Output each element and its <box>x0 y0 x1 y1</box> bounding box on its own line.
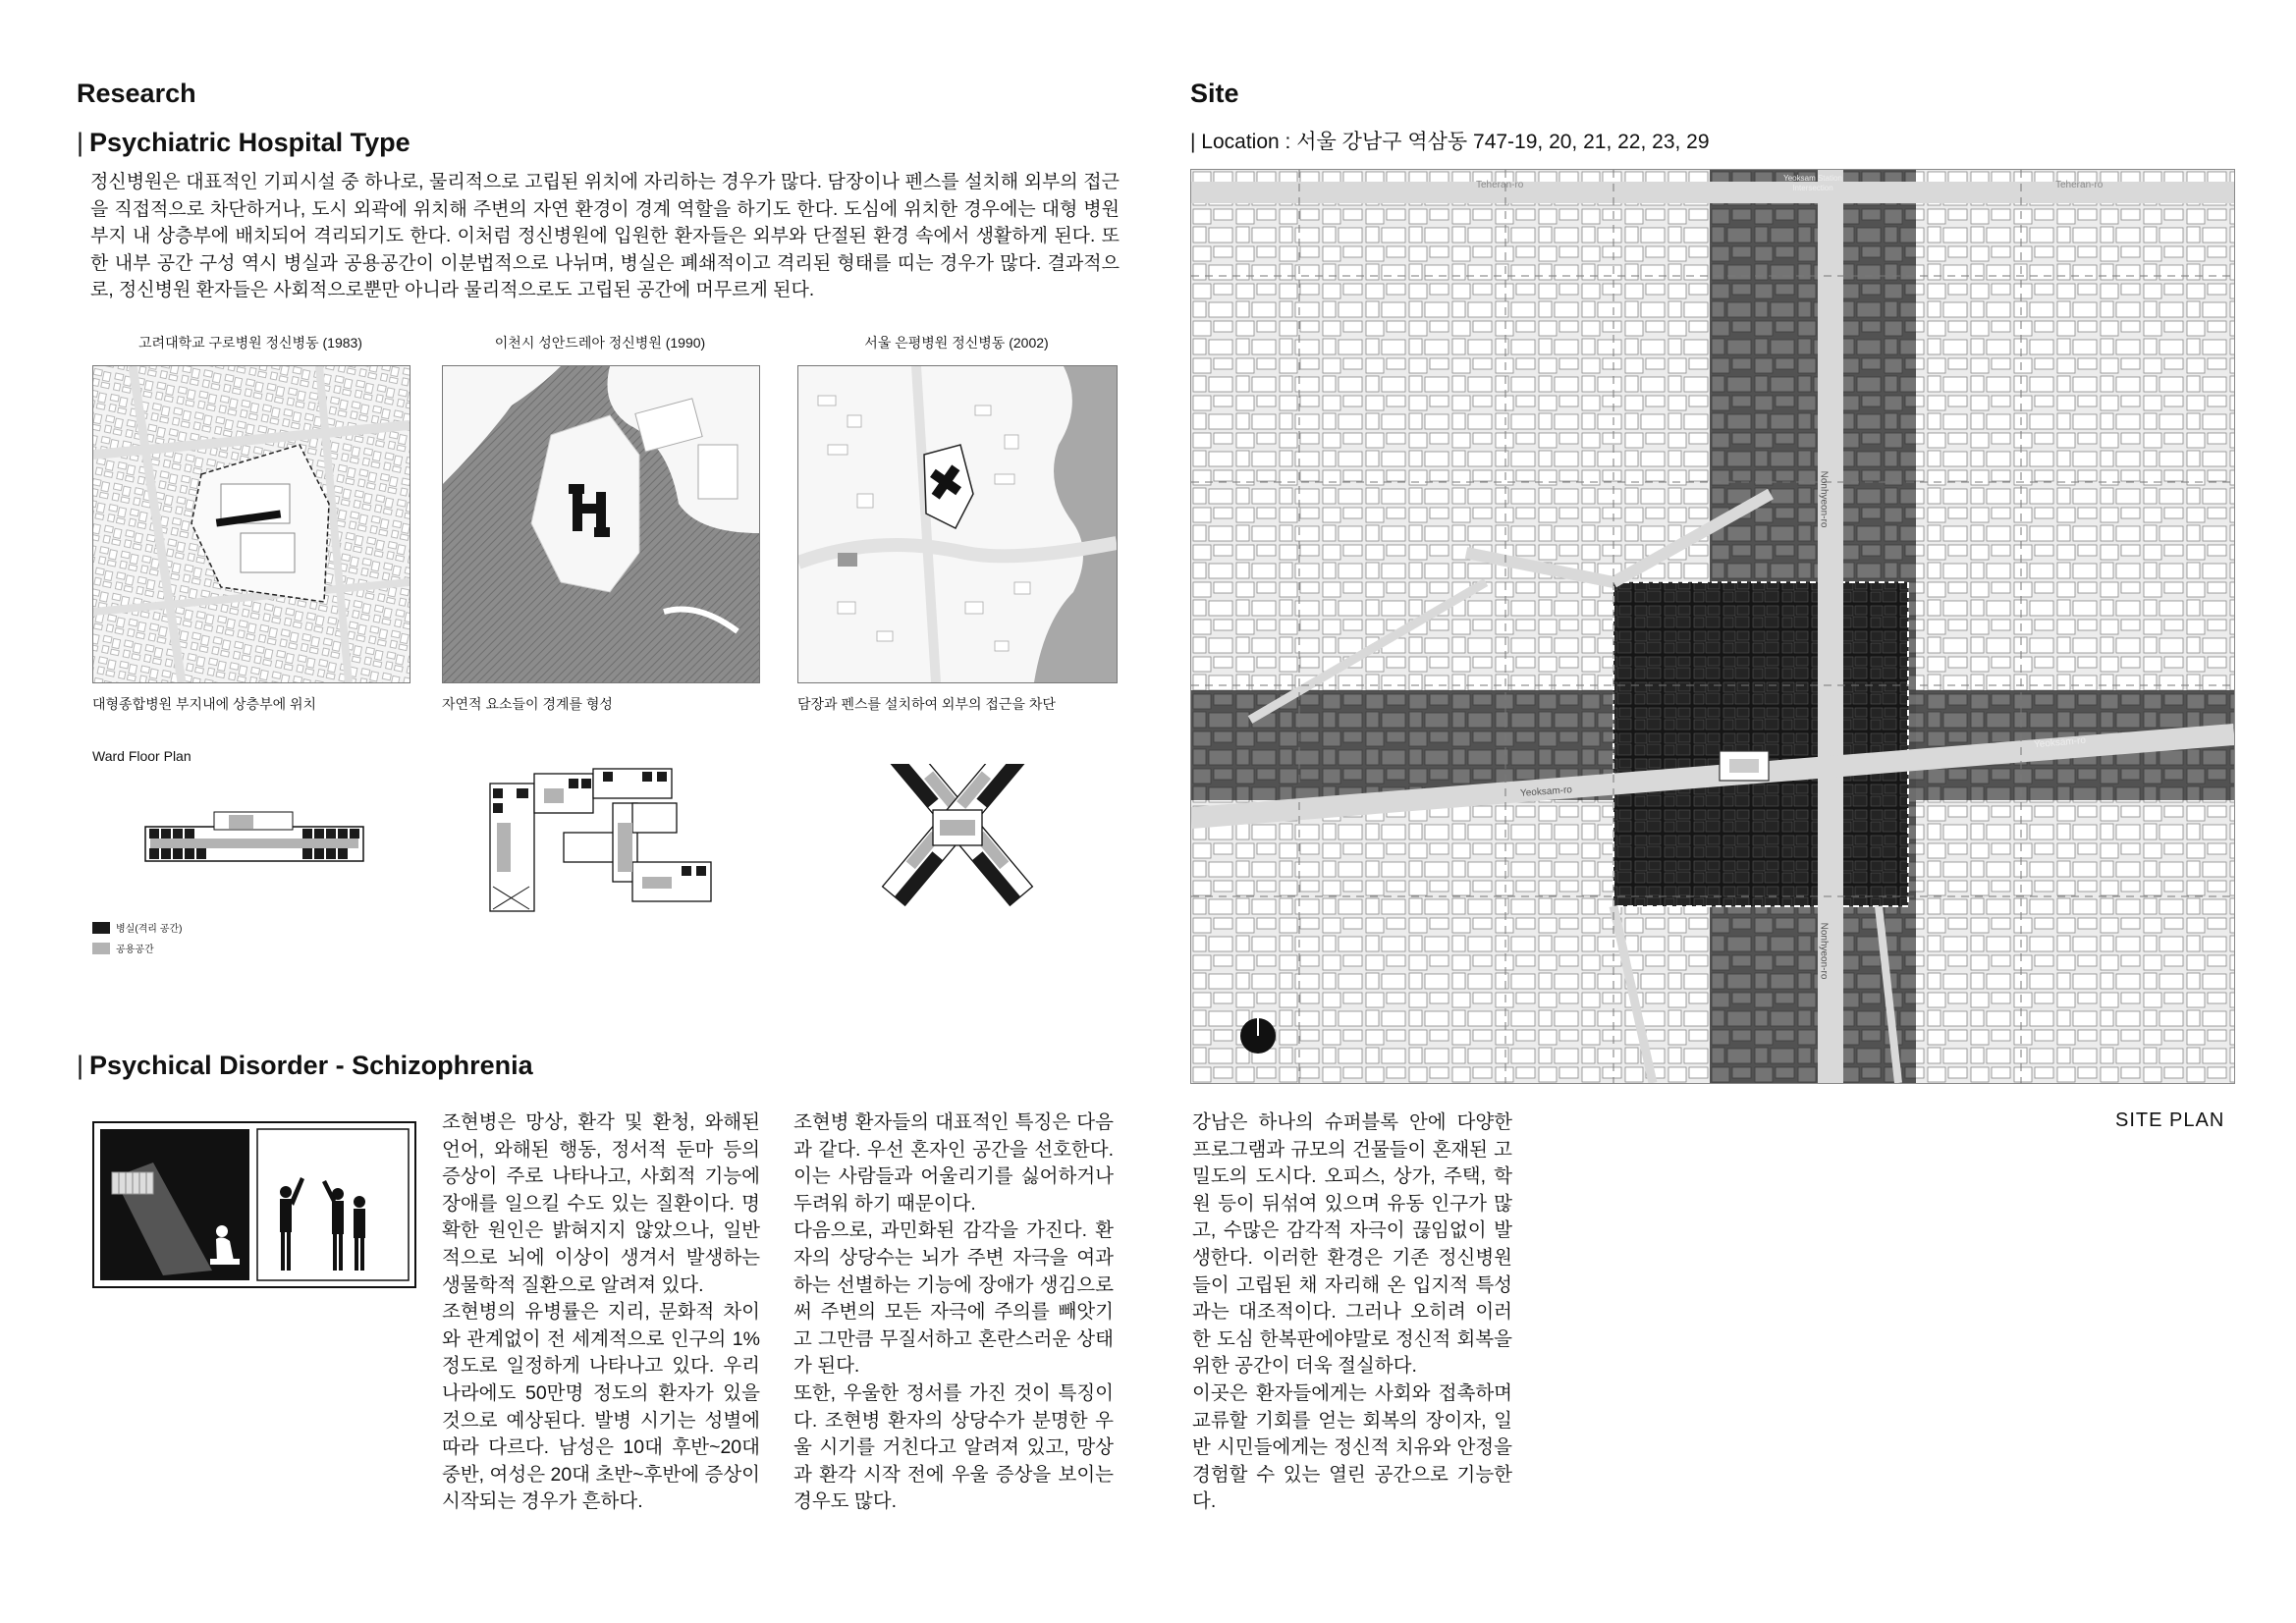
case-caption-3: 담장과 펜스를 설치하여 외부의 접근을 차단 <box>797 696 1056 712</box>
schizophrenia-illustration <box>92 1121 416 1288</box>
case-map-guro <box>92 365 410 683</box>
hospital-type-heading <box>77 128 410 158</box>
legend-item-ward <box>92 920 182 935</box>
case-caption-1: 대형종합병원 부지내에 상층부에 위치 <box>92 696 317 712</box>
location-value: 서울 강남구 역삼동 747-19, 20, 21, 22, 23, 29 <box>1296 131 1710 153</box>
case-map-icheon <box>442 365 760 683</box>
case-title-1: 고려대학교 구로병원 정신병동 (1983) <box>138 335 362 351</box>
legend-swatch-gray <box>92 943 110 954</box>
research-title: Research <box>77 79 196 108</box>
heading-bar: | <box>77 1051 84 1080</box>
location-bar: | <box>1190 131 1202 153</box>
road-label-nonhyeon-top: Nonhyeon-ro <box>1818 470 1830 528</box>
heading-bar: | <box>77 128 84 157</box>
floor-plan-eunpyeong <box>833 764 1082 913</box>
legend-item-common <box>92 941 182 955</box>
hospital-type-body: 정신병원은 대표적인 기피시설 중 하나로, 물리적으로 고립된 위치에 자리하는 경우가 많다. 담장이나 펜스를 설치해 외부의 접근을 직접적으로 차단하거나, 도시 외곽에 위치해 주변의 자연 환경이 경계 역할을 하기도 한다. 도심에 위치한 경우에는 대형 병원 부지 내 상층부에 배치되어 격리되기도 한다. 이처럼 정신병원에 입원한 환자들은 외부와 단절된 환경 속에서 생활하게 된다. 또한 내부 공간 구성 역시 병실과 공용공간이 이분법적으로 나뉘며, 병실은 폐쇄적이고 격리된 형태를 띠는 경우가 많다. 결과적으로, 정신병원 환자들은 사회적으로뿐만 아니라 물리적으로도 고립된 공간에 머무르게 된다. <box>90 172 1120 300</box>
disorder-col2: 조현병 환자들의 대표적인 특징은 다음과 같다. 우선 혼자인 공간을 선호한다. 이는 사람들과 어울리기를 싫어하거나 두려워 하기 때문이다. 다음으로, 과민화된 감각을 가진다. 환자의 상당수는 뇌가 주변 자극을 여과하는 선별하는 기능에 장애가 생김으로써 주변의 모든 자극에 주의를 빼앗기고 그만큼 무질서하고 혼란스러운 상태가 된다. 또한, 우울한 정서를 가진 것이 특징이다. 조현병 환자의 상당수가 분명한 우울 시기를 거친다고 알려져 있고, 망상과 환각 시작 전에 우울 증상을 보이는 경우도 많다. <box>793 1111 1114 1513</box>
legend-label-common: 공용공간 <box>116 945 154 955</box>
disorder-heading <box>77 1051 533 1081</box>
road-label-intersection-2: Intersection <box>1792 184 1833 192</box>
road-label-intersection-1: Yeoksam Station <box>1783 174 1842 183</box>
disorder-col1: 조현병은 망상, 환각 및 환청, 와해된 언어, 와해된 행동, 정서적 둔마 등의 증상이 주로 나타나고, 사회적 기능에 장애를 일으킬 수도 있는 질환이다. 명확한 원인은 밝혀지지 않았으나, 일반적으로 뇌에 이상이 생겨서 발생하는 생물학적 질환으로 알려져 있다. 조현병의 유병률은 지리, 문화적 차이와 관계없이 전 세계적으로 인구의 1% 정도로 일정하게 나타나고 있다. 우리나라에도 50만명 정도의 환자가 있을 것으로 예상된다. 발병 시기는 성별에 따라 다르다. 남성은 10대 후반~20대 중반, 여성은 20대 초반~후반에 증상이 시작되는 경우가 흔하다. <box>442 1111 760 1513</box>
hospital-type-title: Psychiatric Hospital Type <box>89 128 410 157</box>
legend <box>92 920 182 955</box>
site-title: Site <box>1190 79 1239 108</box>
case-caption-2: 자연적 요소들이 경계를 형성 <box>442 696 613 712</box>
floor-plan-guro <box>136 797 367 876</box>
location-label: Location : <box>1201 131 1291 153</box>
site-plan-label: SITE PLAN <box>2115 1109 2225 1131</box>
case-title-2: 이천시 성안드레아 정신병원 (1990) <box>494 335 706 351</box>
road-label-yeoksam-mid: Yeoksam-ro <box>1519 784 1573 799</box>
case-map-eunpyeong <box>797 365 1118 683</box>
floor-plan-icheon <box>485 764 719 913</box>
road-label-teheran-left: Teheran-ro <box>1476 180 1524 190</box>
case-title-3: 서울 은평병원 정신병동 (2002) <box>864 335 1049 351</box>
legend-swatch-dark <box>92 922 110 934</box>
legend-label-ward: 병실(격리 공간) <box>116 924 183 935</box>
road-label-yeoksam-right: Yeoksam-ro <box>2033 734 2087 751</box>
disorder-title: Psychical Disorder - Schizophrenia <box>89 1051 533 1080</box>
site-body: 강남은 하나의 슈퍼블록 안에 다양한 프로그램과 규모의 건물들이 혼재된 고밀도의 도시다. 오피스, 상가, 주택, 학원 등이 뒤섞여 있으며 유동 인구가 많고, 수많은 감각적 자극이 끊임없이 발생한다. 이러한 환경은 기존 정신병원들이 고립된 채 자리해 온 입지적 특성과는 대조적이다. 그러나 오히려 이러한 도심 한복판에야말로 정신적 회복을 위한 공간이 더욱 절실하다. 이곳은 환자들에게는 사회와 접촉하며 교류할 기회를 얻는 회복의 장이자, 일반 시민들에게는 정신적 치유와 안정을 경험할 수 있는 열린 공간으로 기능한다. <box>1192 1111 1512 1513</box>
road-label-teheran-right: Teheran-ro <box>2055 180 2104 190</box>
site-location <box>1190 126 1710 155</box>
site-plan-map <box>1190 169 2235 1084</box>
road-label-nonhyeon-bottom: Nonhyeon-ro <box>1818 922 1830 980</box>
floor-plan-label: Ward Floor Plan <box>92 748 191 764</box>
